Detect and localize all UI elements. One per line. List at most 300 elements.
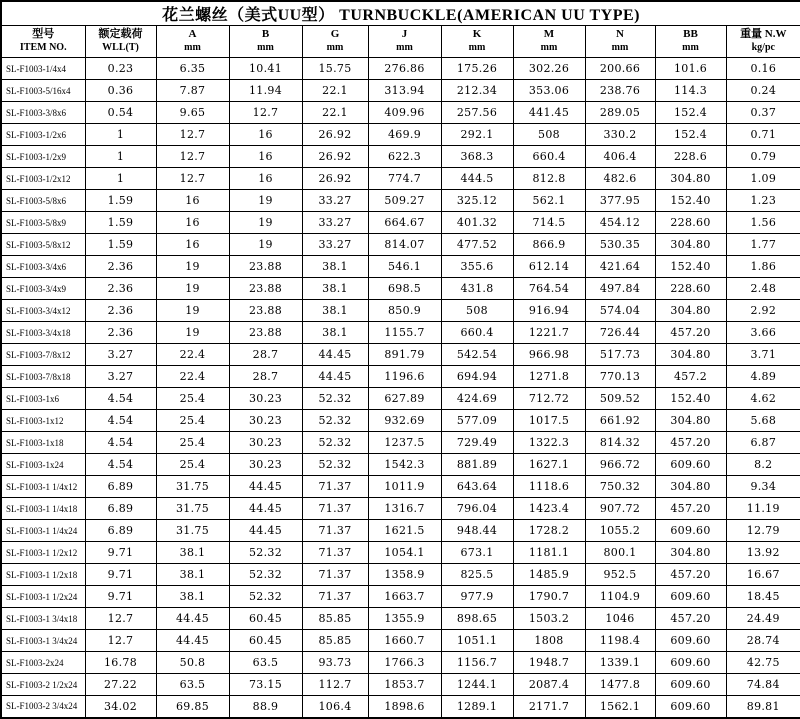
value-cell: 814.07 (368, 234, 441, 256)
value-cell: 1118.6 (513, 476, 585, 498)
value-cell: 457.20 (655, 322, 726, 344)
item-no-cell: SL-F1003-1x18 (1, 432, 85, 454)
value-cell: 24.49 (726, 608, 800, 630)
value-cell: 770.13 (585, 366, 655, 388)
value-cell: 1316.7 (368, 498, 441, 520)
value-cell: 9.71 (85, 586, 156, 608)
value-cell: 673.1 (441, 542, 513, 564)
value-cell: 74.84 (726, 674, 800, 696)
item-no-cell: SL-F1003-1x6 (1, 388, 85, 410)
table-row (1, 476, 800, 498)
value-cell: 44.45 (229, 498, 302, 520)
value-cell: 33.27 (302, 212, 368, 234)
value-cell: 2.36 (85, 300, 156, 322)
item-no-cell: SL-F1003-1 1/4x12 (1, 476, 85, 498)
value-cell: 42.75 (726, 652, 800, 674)
value-cell: 406.4 (585, 146, 655, 168)
value-cell: 627.89 (368, 388, 441, 410)
column-header: B mm (229, 26, 302, 58)
value-cell: 33.27 (302, 234, 368, 256)
value-cell: 1155.7 (368, 322, 441, 344)
value-cell: 304.80 (655, 476, 726, 498)
value-cell: 609.60 (655, 630, 726, 652)
value-cell: 302.26 (513, 58, 585, 80)
value-cell: 11.19 (726, 498, 800, 520)
value-cell: 1766.3 (368, 652, 441, 674)
column-header: J mm (368, 26, 441, 58)
value-cell: 30.23 (229, 454, 302, 476)
value-cell: 457.2 (655, 366, 726, 388)
value-cell: 19 (229, 190, 302, 212)
value-cell: 3.71 (726, 344, 800, 366)
item-no-cell: SL-F1003-5/8x12 (1, 234, 85, 256)
value-cell: 152.4 (655, 102, 726, 124)
value-cell: 424.69 (441, 388, 513, 410)
value-cell: 16 (156, 212, 229, 234)
value-cell: 11.94 (229, 80, 302, 102)
value-cell: 200.66 (585, 58, 655, 80)
value-cell: 774.7 (368, 168, 441, 190)
value-cell: 26.92 (302, 168, 368, 190)
value-cell: 212.34 (441, 80, 513, 102)
value-cell: 7.87 (156, 80, 229, 102)
value-cell: 729.49 (441, 432, 513, 454)
value-cell: 31.75 (156, 520, 229, 542)
value-cell: 304.80 (655, 344, 726, 366)
value-cell: 1790.7 (513, 586, 585, 608)
value-cell: 22.4 (156, 344, 229, 366)
value-cell: 50.8 (156, 652, 229, 674)
table-row (1, 674, 800, 696)
value-cell: 9.34 (726, 476, 800, 498)
table-row (1, 542, 800, 564)
value-cell: 952.5 (585, 564, 655, 586)
item-no-cell: SL-F1003-7/8x18 (1, 366, 85, 388)
value-cell: 509.27 (368, 190, 441, 212)
column-header: K mm (441, 26, 513, 58)
value-cell: 292.1 (441, 124, 513, 146)
table-row (1, 234, 800, 256)
column-header: BB mm (655, 26, 726, 58)
table-row (1, 190, 800, 212)
column-header: 型号 ITEM NO. (1, 26, 85, 58)
value-cell: 866.9 (513, 234, 585, 256)
value-cell: 609.60 (655, 586, 726, 608)
value-cell: 1237.5 (368, 432, 441, 454)
value-cell: 609.60 (655, 454, 726, 476)
value-cell: 0.54 (85, 102, 156, 124)
value-cell: 1221.7 (513, 322, 585, 344)
value-cell: 22.1 (302, 102, 368, 124)
value-cell: 25.4 (156, 410, 229, 432)
value-cell: 23.88 (229, 300, 302, 322)
value-cell: 712.72 (513, 388, 585, 410)
value-cell: 907.72 (585, 498, 655, 520)
value-cell: 664.67 (368, 212, 441, 234)
value-cell: 4.62 (726, 388, 800, 410)
value-cell: 1542.3 (368, 454, 441, 476)
value-cell: 5.68 (726, 410, 800, 432)
value-cell: 1728.2 (513, 520, 585, 542)
value-cell: 457.20 (655, 608, 726, 630)
value-cell: 38.1 (156, 542, 229, 564)
value-cell: 660.4 (513, 146, 585, 168)
value-cell: 726.44 (585, 322, 655, 344)
value-cell: 1853.7 (368, 674, 441, 696)
table-row (1, 366, 800, 388)
value-cell: 23.88 (229, 278, 302, 300)
value-cell: 31.75 (156, 498, 229, 520)
value-cell: 2.36 (85, 322, 156, 344)
table-row (1, 80, 800, 102)
title-row (1, 1, 800, 26)
value-cell: 60.45 (229, 630, 302, 652)
value-cell: 562.1 (513, 190, 585, 212)
value-cell: 25.4 (156, 388, 229, 410)
value-cell: 0.71 (726, 124, 800, 146)
value-cell: 9.71 (85, 564, 156, 586)
value-cell: 38.1 (302, 300, 368, 322)
value-cell: 33.27 (302, 190, 368, 212)
value-cell: 0.79 (726, 146, 800, 168)
value-cell: 26.92 (302, 124, 368, 146)
value-cell: 25.4 (156, 432, 229, 454)
value-cell: 71.37 (302, 520, 368, 542)
value-cell: 509.52 (585, 388, 655, 410)
value-cell: 1485.9 (513, 564, 585, 586)
value-cell: 1.56 (726, 212, 800, 234)
value-cell: 698.5 (368, 278, 441, 300)
value-cell: 304.80 (655, 168, 726, 190)
value-cell: 1 (85, 146, 156, 168)
value-cell: 1.86 (726, 256, 800, 278)
value-cell: 497.84 (585, 278, 655, 300)
value-cell: 966.98 (513, 344, 585, 366)
value-cell: 101.6 (655, 58, 726, 80)
value-cell: 2.36 (85, 278, 156, 300)
value-cell: 0.23 (85, 58, 156, 80)
value-cell: 71.37 (302, 586, 368, 608)
value-cell: 85.85 (302, 608, 368, 630)
value-cell: 609.60 (655, 520, 726, 542)
value-cell: 16.67 (726, 564, 800, 586)
value-cell: 1156.7 (441, 652, 513, 674)
value-cell: 52.32 (302, 432, 368, 454)
table-body (1, 58, 800, 718)
value-cell: 304.80 (655, 542, 726, 564)
value-cell: 19 (156, 278, 229, 300)
value-cell: 796.04 (441, 498, 513, 520)
value-cell: 44.45 (229, 476, 302, 498)
value-cell: 44.45 (302, 366, 368, 388)
item-no-cell: SL-F1003-2 1/2x24 (1, 674, 85, 696)
value-cell: 52.32 (229, 586, 302, 608)
table-row (1, 168, 800, 190)
value-cell: 44.45 (156, 608, 229, 630)
value-cell: 814.32 (585, 432, 655, 454)
value-cell: 609.60 (655, 652, 726, 674)
value-cell: 355.6 (441, 256, 513, 278)
value-cell: 38.1 (302, 256, 368, 278)
value-cell: 1358.9 (368, 564, 441, 586)
value-cell: 12.7 (156, 146, 229, 168)
value-cell: 1046 (585, 608, 655, 630)
value-cell: 1621.5 (368, 520, 441, 542)
value-cell: 1271.8 (513, 366, 585, 388)
value-cell: 15.75 (302, 58, 368, 80)
value-cell: 52.32 (302, 454, 368, 476)
value-cell: 6.89 (85, 498, 156, 520)
value-cell: 71.37 (302, 542, 368, 564)
value-cell: 28.7 (229, 366, 302, 388)
value-cell: 457.20 (655, 564, 726, 586)
column-header: 额定载荷 WLL(T) (85, 26, 156, 58)
value-cell: 542.54 (441, 344, 513, 366)
value-cell: 175.26 (441, 58, 513, 80)
value-cell: 457.20 (655, 498, 726, 520)
value-cell: 482.6 (585, 168, 655, 190)
value-cell: 238.76 (585, 80, 655, 102)
item-no-cell: SL-F1003-1 1/2x12 (1, 542, 85, 564)
value-cell: 152.40 (655, 256, 726, 278)
value-cell: 916.94 (513, 300, 585, 322)
value-cell: 12.7 (229, 102, 302, 124)
item-no-cell: SL-F1003-1/2x6 (1, 124, 85, 146)
item-no-cell: SL-F1003-5/8x9 (1, 212, 85, 234)
value-cell: 330.2 (585, 124, 655, 146)
value-cell: 289.05 (585, 102, 655, 124)
value-cell: 1196.6 (368, 366, 441, 388)
value-cell: 19 (156, 300, 229, 322)
item-no-cell: SL-F1003-5/8x6 (1, 190, 85, 212)
page-title: 花兰螺丝（美式UU型） TURNBUCKLE(AMERICAN UU TYPE) (1, 1, 800, 26)
value-cell: 71.37 (302, 564, 368, 586)
value-cell: 932.69 (368, 410, 441, 432)
value-cell: 966.72 (585, 454, 655, 476)
item-no-cell: SL-F1003-1 3/4x18 (1, 608, 85, 630)
item-no-cell: SL-F1003-1 1/2x24 (1, 586, 85, 608)
value-cell: 63.5 (156, 674, 229, 696)
value-cell: 19 (156, 322, 229, 344)
value-cell: 1.09 (726, 168, 800, 190)
value-cell: 421.64 (585, 256, 655, 278)
value-cell: 22.1 (302, 80, 368, 102)
value-cell: 52.32 (302, 388, 368, 410)
value-cell: 1562.1 (585, 696, 655, 718)
item-no-cell: SL-F1003-2 3/4x24 (1, 696, 85, 718)
value-cell: 38.1 (302, 322, 368, 344)
value-cell: 16 (229, 168, 302, 190)
value-cell: 1.23 (726, 190, 800, 212)
value-cell: 1355.9 (368, 608, 441, 630)
value-cell: 257.56 (441, 102, 513, 124)
table-header-row (1, 26, 800, 58)
value-cell: 73.15 (229, 674, 302, 696)
value-cell: 9.71 (85, 542, 156, 564)
value-cell: 1104.9 (585, 586, 655, 608)
value-cell: 30.23 (229, 388, 302, 410)
value-cell: 63.5 (229, 652, 302, 674)
value-cell: 69.85 (156, 696, 229, 718)
column-header: G mm (302, 26, 368, 58)
value-cell: 44.45 (302, 344, 368, 366)
value-cell: 16 (156, 190, 229, 212)
value-cell: 1198.4 (585, 630, 655, 652)
value-cell: 6.89 (85, 476, 156, 498)
table-row (1, 410, 800, 432)
value-cell: 93.73 (302, 652, 368, 674)
item-no-cell: SL-F1003-1/2x12 (1, 168, 85, 190)
value-cell: 800.1 (585, 542, 655, 564)
value-cell: 28.74 (726, 630, 800, 652)
value-cell: 19 (229, 234, 302, 256)
value-cell: 1.59 (85, 212, 156, 234)
value-cell: 52.32 (302, 410, 368, 432)
item-no-cell: SL-F1003-1 3/4x24 (1, 630, 85, 652)
value-cell: 4.89 (726, 366, 800, 388)
value-cell: 228.60 (655, 278, 726, 300)
column-header: M mm (513, 26, 585, 58)
value-cell: 477.52 (441, 234, 513, 256)
value-cell: 694.94 (441, 366, 513, 388)
value-cell: 891.79 (368, 344, 441, 366)
value-cell: 23.88 (229, 256, 302, 278)
value-cell: 714.5 (513, 212, 585, 234)
value-cell: 881.89 (441, 454, 513, 476)
table-row (1, 520, 800, 542)
value-cell: 0.24 (726, 80, 800, 102)
value-cell: 31.75 (156, 476, 229, 498)
table-row (1, 608, 800, 630)
table-row (1, 432, 800, 454)
value-cell: 325.12 (441, 190, 513, 212)
value-cell: 850.9 (368, 300, 441, 322)
value-cell: 6.89 (85, 520, 156, 542)
value-cell: 622.3 (368, 146, 441, 168)
value-cell: 643.64 (441, 476, 513, 498)
value-cell: 574.04 (585, 300, 655, 322)
value-cell: 577.09 (441, 410, 513, 432)
value-cell: 377.95 (585, 190, 655, 212)
value-cell: 1339.1 (585, 652, 655, 674)
value-cell: 1663.7 (368, 586, 441, 608)
value-cell: 898.65 (441, 608, 513, 630)
value-cell: 89.81 (726, 696, 800, 718)
table-row (1, 300, 800, 322)
value-cell: 38.1 (302, 278, 368, 300)
value-cell: 1289.1 (441, 696, 513, 718)
value-cell: 1 (85, 168, 156, 190)
value-cell: 454.12 (585, 212, 655, 234)
value-cell: 353.06 (513, 80, 585, 102)
table-row (1, 564, 800, 586)
value-cell: 530.35 (585, 234, 655, 256)
value-cell: 612.14 (513, 256, 585, 278)
value-cell: 1.59 (85, 190, 156, 212)
value-cell: 12.7 (85, 608, 156, 630)
value-cell: 28.7 (229, 344, 302, 366)
value-cell: 1322.3 (513, 432, 585, 454)
value-cell: 1017.5 (513, 410, 585, 432)
table-row (1, 498, 800, 520)
value-cell: 3.27 (85, 366, 156, 388)
value-cell: 0.37 (726, 102, 800, 124)
table-row (1, 322, 800, 344)
value-cell: 2087.4 (513, 674, 585, 696)
value-cell: 2.48 (726, 278, 800, 300)
value-cell: 9.65 (156, 102, 229, 124)
value-cell: 3.66 (726, 322, 800, 344)
value-cell: 3.27 (85, 344, 156, 366)
item-no-cell: SL-F1003-3/4x18 (1, 322, 85, 344)
value-cell: 1244.1 (441, 674, 513, 696)
value-cell: 1051.1 (441, 630, 513, 652)
value-cell: 508 (513, 124, 585, 146)
value-cell: 1898.6 (368, 696, 441, 718)
value-cell: 1660.7 (368, 630, 441, 652)
item-no-cell: SL-F1003-1x12 (1, 410, 85, 432)
table-row (1, 212, 800, 234)
value-cell: 1503.2 (513, 608, 585, 630)
value-cell: 4.54 (85, 454, 156, 476)
value-cell: 1808 (513, 630, 585, 652)
value-cell: 609.60 (655, 674, 726, 696)
value-cell: 4.54 (85, 410, 156, 432)
value-cell: 2.92 (726, 300, 800, 322)
item-no-cell: SL-F1003-7/8x12 (1, 344, 85, 366)
table-row (1, 146, 800, 168)
value-cell: 52.32 (229, 564, 302, 586)
value-cell: 25.4 (156, 454, 229, 476)
value-cell: 517.73 (585, 344, 655, 366)
value-cell: 546.1 (368, 256, 441, 278)
value-cell: 22.4 (156, 366, 229, 388)
value-cell: 30.23 (229, 410, 302, 432)
value-cell: 825.5 (441, 564, 513, 586)
value-cell: 4.54 (85, 432, 156, 454)
value-cell: 8.2 (726, 454, 800, 476)
table-row (1, 124, 800, 146)
column-header: N mm (585, 26, 655, 58)
value-cell: 0.16 (726, 58, 800, 80)
value-cell: 1 (85, 124, 156, 146)
item-no-cell: SL-F1003-3/4x6 (1, 256, 85, 278)
value-cell: 368.3 (441, 146, 513, 168)
column-header: 重量 N.W kg/pc (726, 26, 800, 58)
value-cell: 34.02 (85, 696, 156, 718)
value-cell: 16 (156, 234, 229, 256)
value-cell: 401.32 (441, 212, 513, 234)
table-row (1, 586, 800, 608)
value-cell: 977.9 (441, 586, 513, 608)
value-cell: 16 (229, 124, 302, 146)
value-cell: 71.37 (302, 498, 368, 520)
value-cell: 469.9 (368, 124, 441, 146)
value-cell: 114.3 (655, 80, 726, 102)
value-cell: 1054.1 (368, 542, 441, 564)
value-cell: 18.45 (726, 586, 800, 608)
value-cell: 1055.2 (585, 520, 655, 542)
value-cell: 152.40 (655, 388, 726, 410)
value-cell: 2.36 (85, 256, 156, 278)
value-cell: 38.1 (156, 586, 229, 608)
value-cell: 304.80 (655, 410, 726, 432)
value-cell: 304.80 (655, 234, 726, 256)
value-cell: 1477.8 (585, 674, 655, 696)
value-cell: 12.7 (85, 630, 156, 652)
value-cell: 152.40 (655, 190, 726, 212)
table-row (1, 278, 800, 300)
